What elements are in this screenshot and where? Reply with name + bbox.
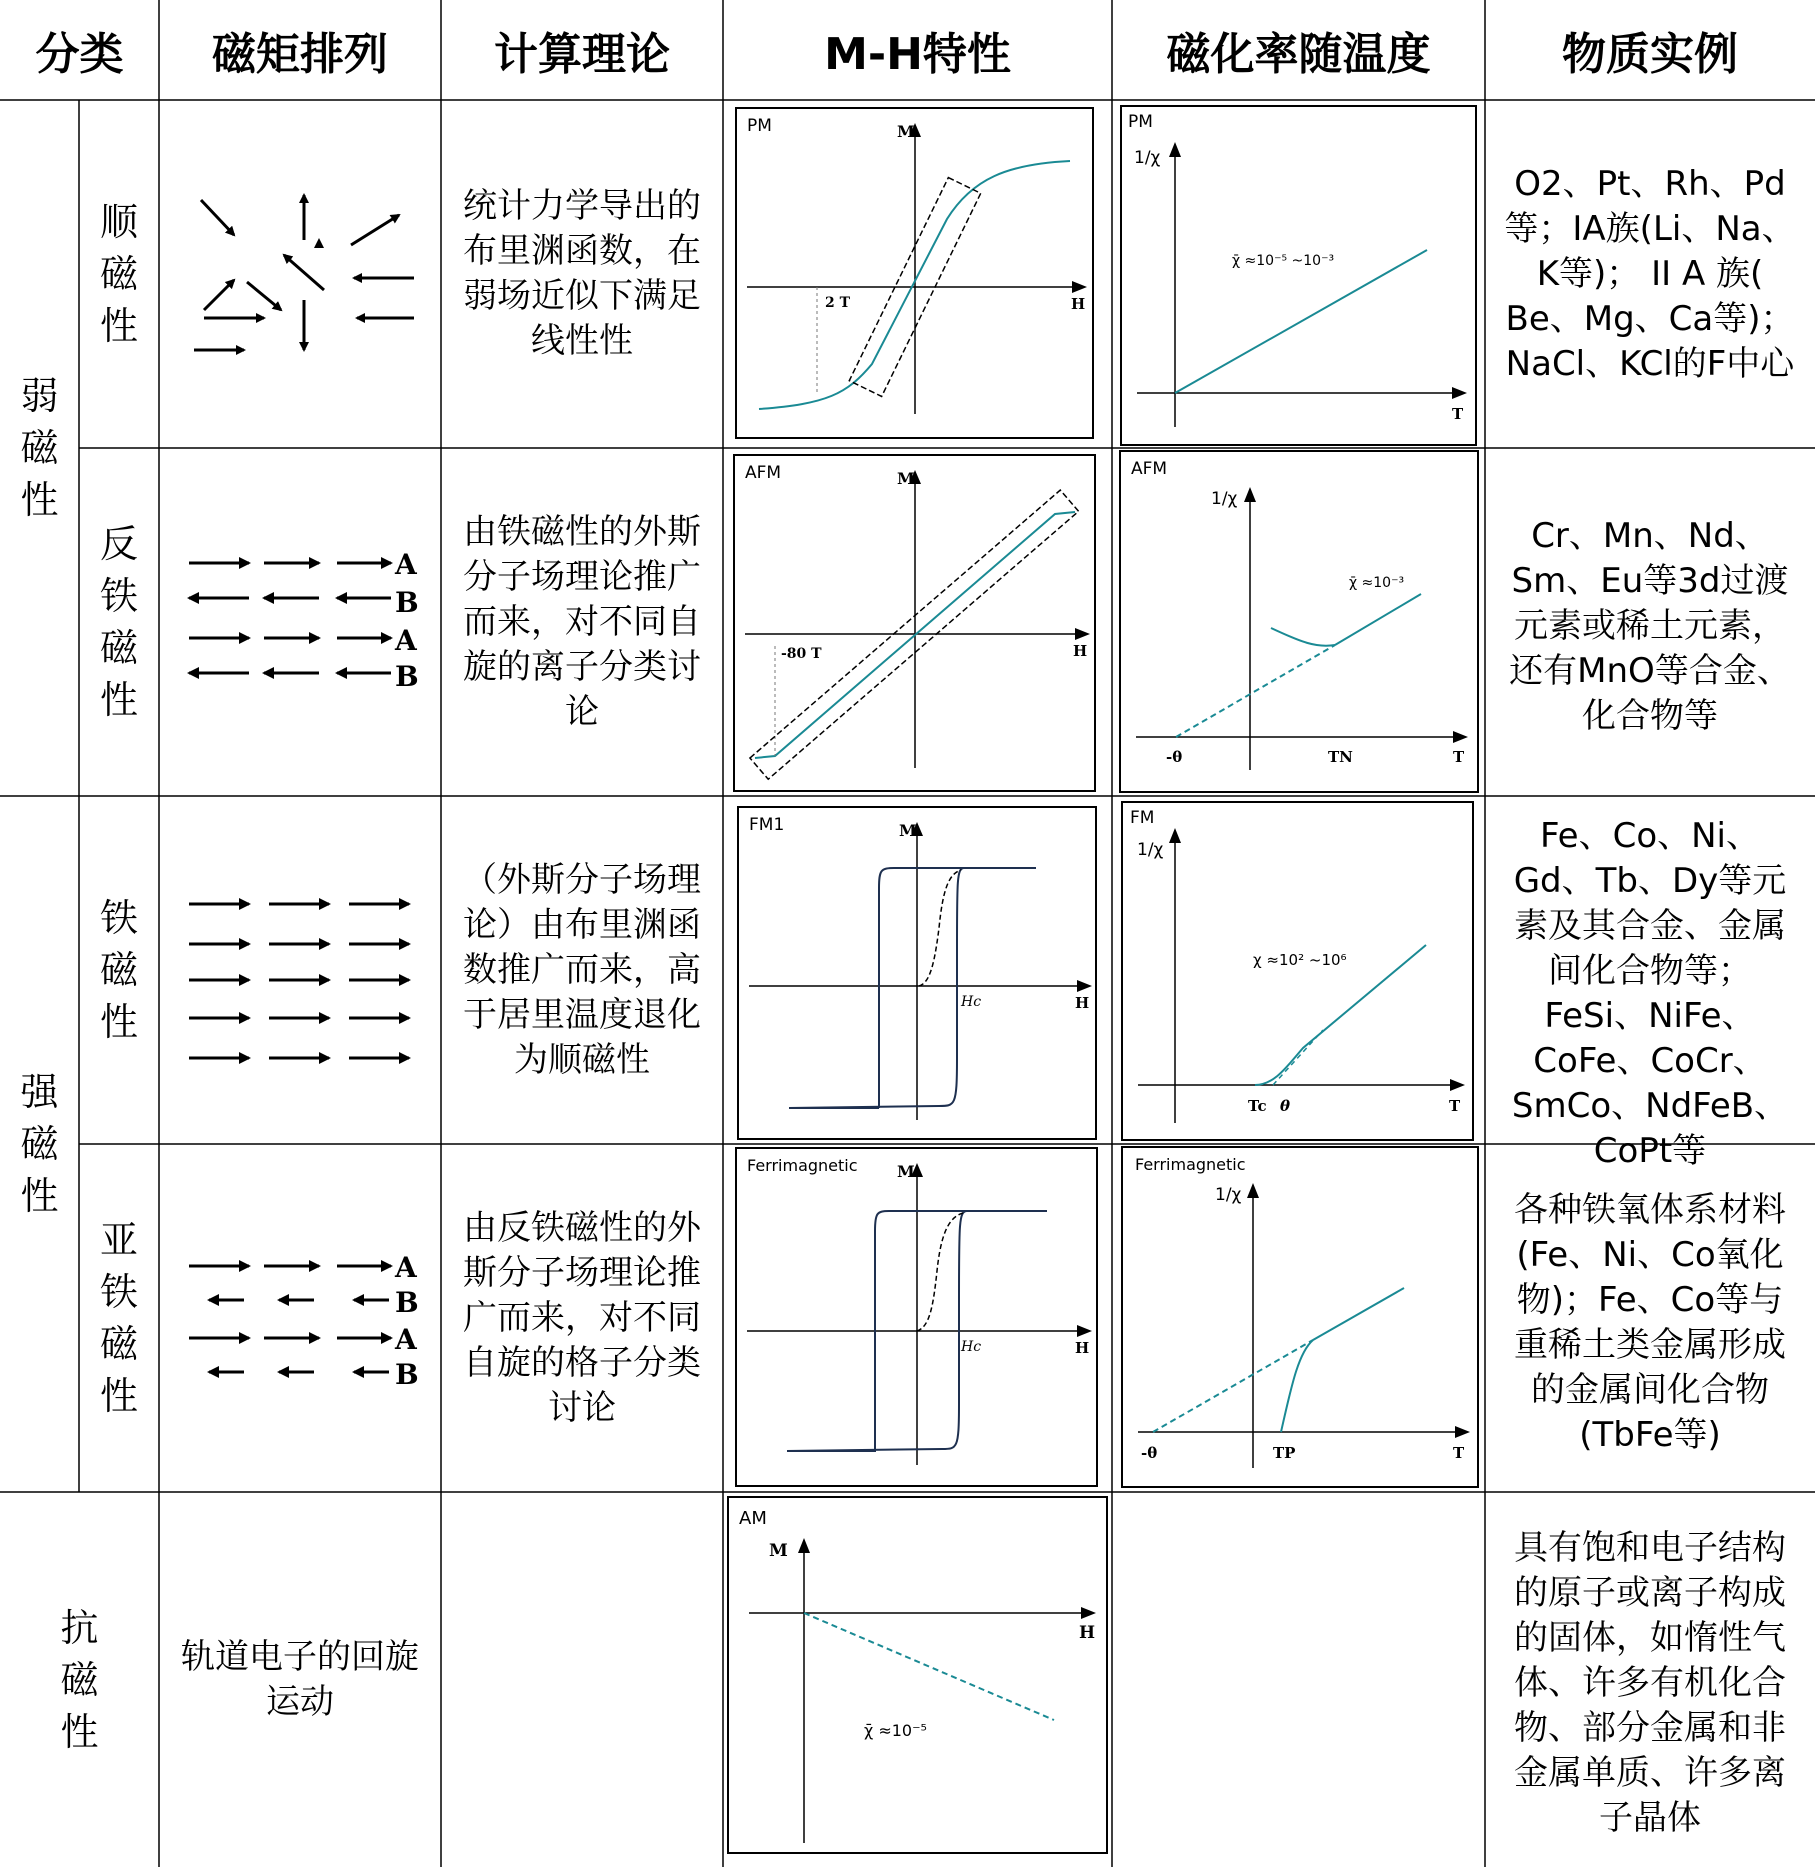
mh-am-tag: AM — [739, 1508, 767, 1529]
theory-fm: （外斯分子场理论）由布里渊函数推广而来，高于居里温度退化为顺磁性 — [463, 859, 701, 1080]
chi-afm-tag: AFM — [1131, 459, 1168, 479]
header-examples: 物质实例 — [1562, 29, 1738, 80]
mh-fm-yaxis: M — [899, 821, 917, 840]
mh-ferri-yaxis: M — [897, 1162, 915, 1181]
mh-afm-xaxis: H — [1073, 642, 1088, 660]
chi-afm-line — [1335, 594, 1421, 645]
group-strong — [0, 796, 79, 1492]
chi-afm-extrapolation — [1176, 645, 1335, 737]
mh-ferri-virgin-curve — [917, 1213, 963, 1331]
row-name-dia-label: 抗磁性 — [60, 1605, 99, 1754]
header-arrangement: 磁矩排列 — [212, 29, 388, 80]
mh-am-yaxis: M — [769, 1541, 788, 1561]
group-weak-label: 弱磁性 — [20, 374, 59, 522]
group-strong-label: 强磁性 — [20, 1070, 59, 1218]
chi-fm-theta: θ — [1280, 1097, 1291, 1115]
mh-pm-xaxis: H — [1071, 295, 1086, 313]
mh-figure-fm — [737, 806, 1097, 1140]
moment-arrangement-afm — [159, 448, 441, 796]
mh-fm-virgin-curve — [919, 870, 961, 986]
chi-figure-afm — [1119, 450, 1479, 793]
svg-text:B: B — [395, 586, 419, 619]
row-name-para — [79, 100, 159, 448]
chi-ferri-yaxis: 1/χ — [1215, 1185, 1242, 1205]
mh-pm-tag: PM — [747, 116, 772, 136]
chi-ferri-tag: Ferrimagnetic — [1135, 1155, 1246, 1174]
examples-afm: Cr、Mn、Nd、Sm、Eu等3d过渡元素或稀土元素，还有MnO等合金、化合物等 — [1509, 516, 1791, 736]
mh-fm-hc: Hc — [961, 994, 982, 1010]
chi-pm-xaxis: T — [1452, 405, 1464, 423]
mh-figure-pm — [735, 107, 1094, 439]
chi-afm-xaxis: T — [1453, 748, 1465, 766]
mh-fm-loop-upper — [789, 868, 1036, 1108]
header-theory: 计算理论 — [494, 29, 670, 80]
mh-am-line — [804, 1613, 1054, 1720]
header-mh: M-H特性 — [824, 29, 1011, 80]
chi-ferri-curve — [1281, 1340, 1313, 1432]
chi-afm-neg-theta: -θ — [1166, 748, 1183, 766]
mh-ferri-hc: Hc — [961, 1339, 982, 1355]
examples-fm: Fe、Co、Ni、Gd、Tb、Dy等元素及其合金、金属间化合物等；FeSi、NiFe、CoFe、CoCr、SmCo、NdFeB、CoPt等 — [1511, 816, 1789, 1171]
chi-fm-extrapolation — [1273, 1030, 1323, 1085]
svg-text:B: B — [395, 1358, 419, 1391]
chi-ferri-neg-theta: -θ — [1141, 1444, 1158, 1462]
row-name-ferri — [79, 1144, 159, 1492]
chi-ferri-tp: TP — [1273, 1444, 1296, 1462]
theory-ferri: 由反铁磁性的外斯分子场理论推广而来，对不同自旋的格子分类讨论 — [463, 1207, 701, 1428]
svg-text:B: B — [395, 660, 419, 693]
mh-afm-yaxis: M — [897, 469, 915, 488]
mh-afm-tag: AFM — [745, 463, 782, 483]
chi-figure-fm — [1121, 801, 1474, 1141]
chi-fm-yaxis: 1/χ — [1137, 840, 1164, 860]
chi-fm-tc: Tc — [1248, 1097, 1267, 1115]
chi-pm-tag: PM — [1128, 112, 1153, 132]
moment-arrangement-para — [159, 100, 441, 448]
theory-afm: 由铁磁性的外斯分子场理论推广而来，对不同自旋的离子分类讨论 — [463, 511, 701, 732]
mh-figure-ferri — [735, 1147, 1098, 1487]
row-name-dia — [0, 1492, 159, 1867]
chi-pm-note: χ̄ ≈10⁻⁵ ~10⁻³ — [1232, 253, 1335, 269]
chi-figure-pm — [1120, 105, 1477, 446]
mh-figure-afm — [733, 454, 1096, 792]
row-name-afm — [79, 448, 159, 796]
theory-para: 统计力学导出的布里渊函数，在弱场近似下满足线性性 — [463, 186, 701, 361]
examples-para: O2、Pt、Rh、Pd等；IA族(Li、Na、K等)； II A 族( Be、Mg、Ca等)；NaCl、KCl的F中心 — [1504, 164, 1796, 384]
header-susceptibility: 磁化率随温度 — [1166, 29, 1431, 80]
row-name-fm — [79, 796, 159, 1144]
mh-ferri-tag: Ferrimagnetic — [747, 1156, 858, 1175]
chi-pm-line — [1175, 250, 1427, 393]
chi-ferri-xaxis: T — [1453, 1444, 1465, 1462]
chi-afm-tn: TN — [1328, 748, 1353, 766]
mh-am-xaxis: H — [1079, 1623, 1096, 1643]
row-name-ferri-label: 亚铁磁性 — [99, 1218, 138, 1418]
mh-afm-marker: -80 T — [781, 646, 822, 662]
mh-figure-am — [727, 1496, 1108, 1854]
mh-pm-marker: 2 T — [825, 295, 851, 311]
svg-text:A: A — [395, 1323, 417, 1356]
svg-text:B: B — [395, 1286, 419, 1319]
row-name-fm-label: 铁磁性 — [99, 896, 138, 1044]
examples-dia: 具有饱和电子结构的原子或离子构成的固体，如惰性气体、许多有机化合物、部分金属和非金属单质、许多离子晶体 — [1514, 1528, 1786, 1838]
mh-ferri-xaxis: H — [1075, 1339, 1090, 1357]
arrangement-dia: 轨道电子的回旋运动 — [181, 1636, 419, 1722]
svg-text:A: A — [395, 548, 417, 581]
mh-fm-loop-lower — [789, 868, 1036, 1108]
svg-text:A: A — [395, 1251, 417, 1284]
svg-text:A: A — [395, 624, 417, 657]
group-weak — [0, 100, 79, 796]
row-name-para-label: 顺磁性 — [99, 200, 138, 348]
moment-arrangement-ferri — [159, 1144, 441, 1492]
examples-ferri: 各种铁氧体系材料(Fe、Ni、Co氧化物)；Fe、Co等与重稀土类金属形成的金属间化合物(TbFe等) — [1514, 1190, 1786, 1455]
chi-figure-ferri — [1121, 1146, 1479, 1488]
chi-fm-tag: FM — [1130, 808, 1155, 828]
row-name-afm-label: 反铁磁性 — [99, 522, 138, 722]
mh-pm-yaxis: M — [897, 122, 915, 141]
chi-ferri-line — [1313, 1288, 1404, 1340]
chi-afm-yaxis: 1/χ — [1211, 489, 1238, 509]
mh-am-note: χ̄ ≈10⁻⁵ — [864, 1721, 927, 1740]
chi-fm-note: χ ≈10² ~10⁶ — [1253, 951, 1347, 969]
mh-fm-xaxis: H — [1075, 994, 1090, 1012]
header-category: 分类 — [35, 29, 124, 80]
mh-fm-tag: FM1 — [749, 815, 785, 835]
moment-arrangement-fm — [159, 796, 441, 1144]
chi-pm-yaxis: 1/χ — [1134, 148, 1161, 168]
chi-afm-note: χ̄ ≈10⁻³ — [1349, 575, 1405, 591]
chi-ferri-extrapolation — [1153, 1340, 1313, 1432]
chi-fm-xaxis: T — [1449, 1097, 1461, 1115]
chi-afm-curve — [1271, 628, 1335, 646]
